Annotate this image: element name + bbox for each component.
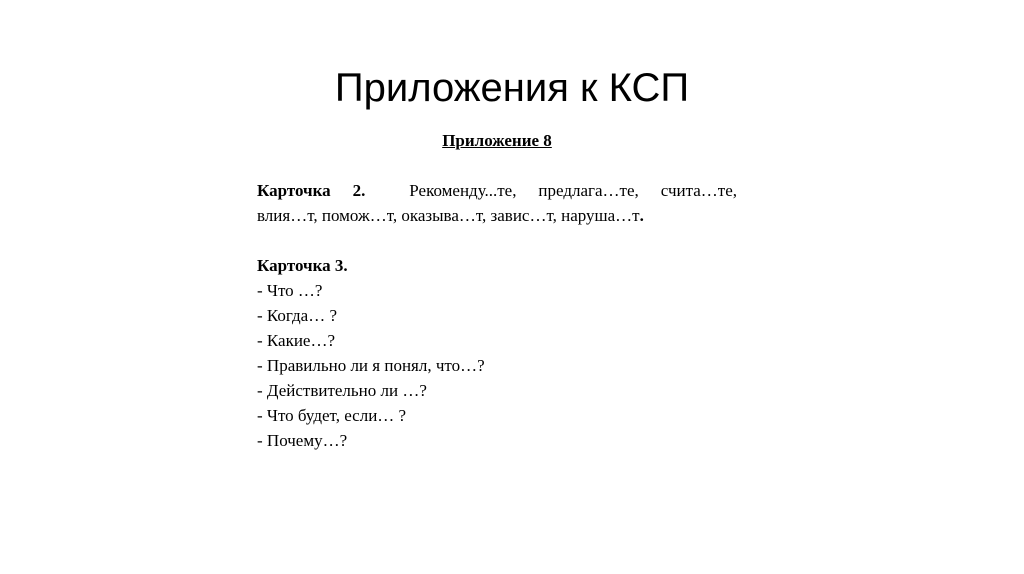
list-item: - Какие…? xyxy=(257,331,336,350)
card-2-line-1-text: Рекоменду...те, предлага…те, счита…те, xyxy=(409,181,737,200)
card-3 xyxy=(257,253,737,453)
card-2-line-2 xyxy=(257,203,737,228)
card-2-label: Карточка 2. xyxy=(257,181,366,200)
document-body xyxy=(257,128,737,453)
card-2-line-2-end: . xyxy=(639,206,644,225)
card-2-line-2-text: влия…т, помож…т, оказыва…т, завис…т, наруша…т xyxy=(257,206,640,225)
list-item: - Почему…? xyxy=(257,431,348,450)
slide-title: Приложения к КСП xyxy=(334,66,690,110)
list-item: - Что …? xyxy=(257,281,323,300)
list-item: - Правильно ли я понял, что…? xyxy=(257,356,485,375)
card-2 xyxy=(257,178,737,228)
list-item: - Что будет, если… ? xyxy=(257,406,407,425)
appendix-heading: Приложение 8 xyxy=(442,131,552,150)
list-item: - Когда… ? xyxy=(257,306,338,325)
card-2-line-1 xyxy=(257,178,737,203)
list-item: - Действительно ли …? xyxy=(257,381,427,400)
card-3-label: Карточка 3. xyxy=(257,256,348,275)
question-list xyxy=(257,278,737,453)
